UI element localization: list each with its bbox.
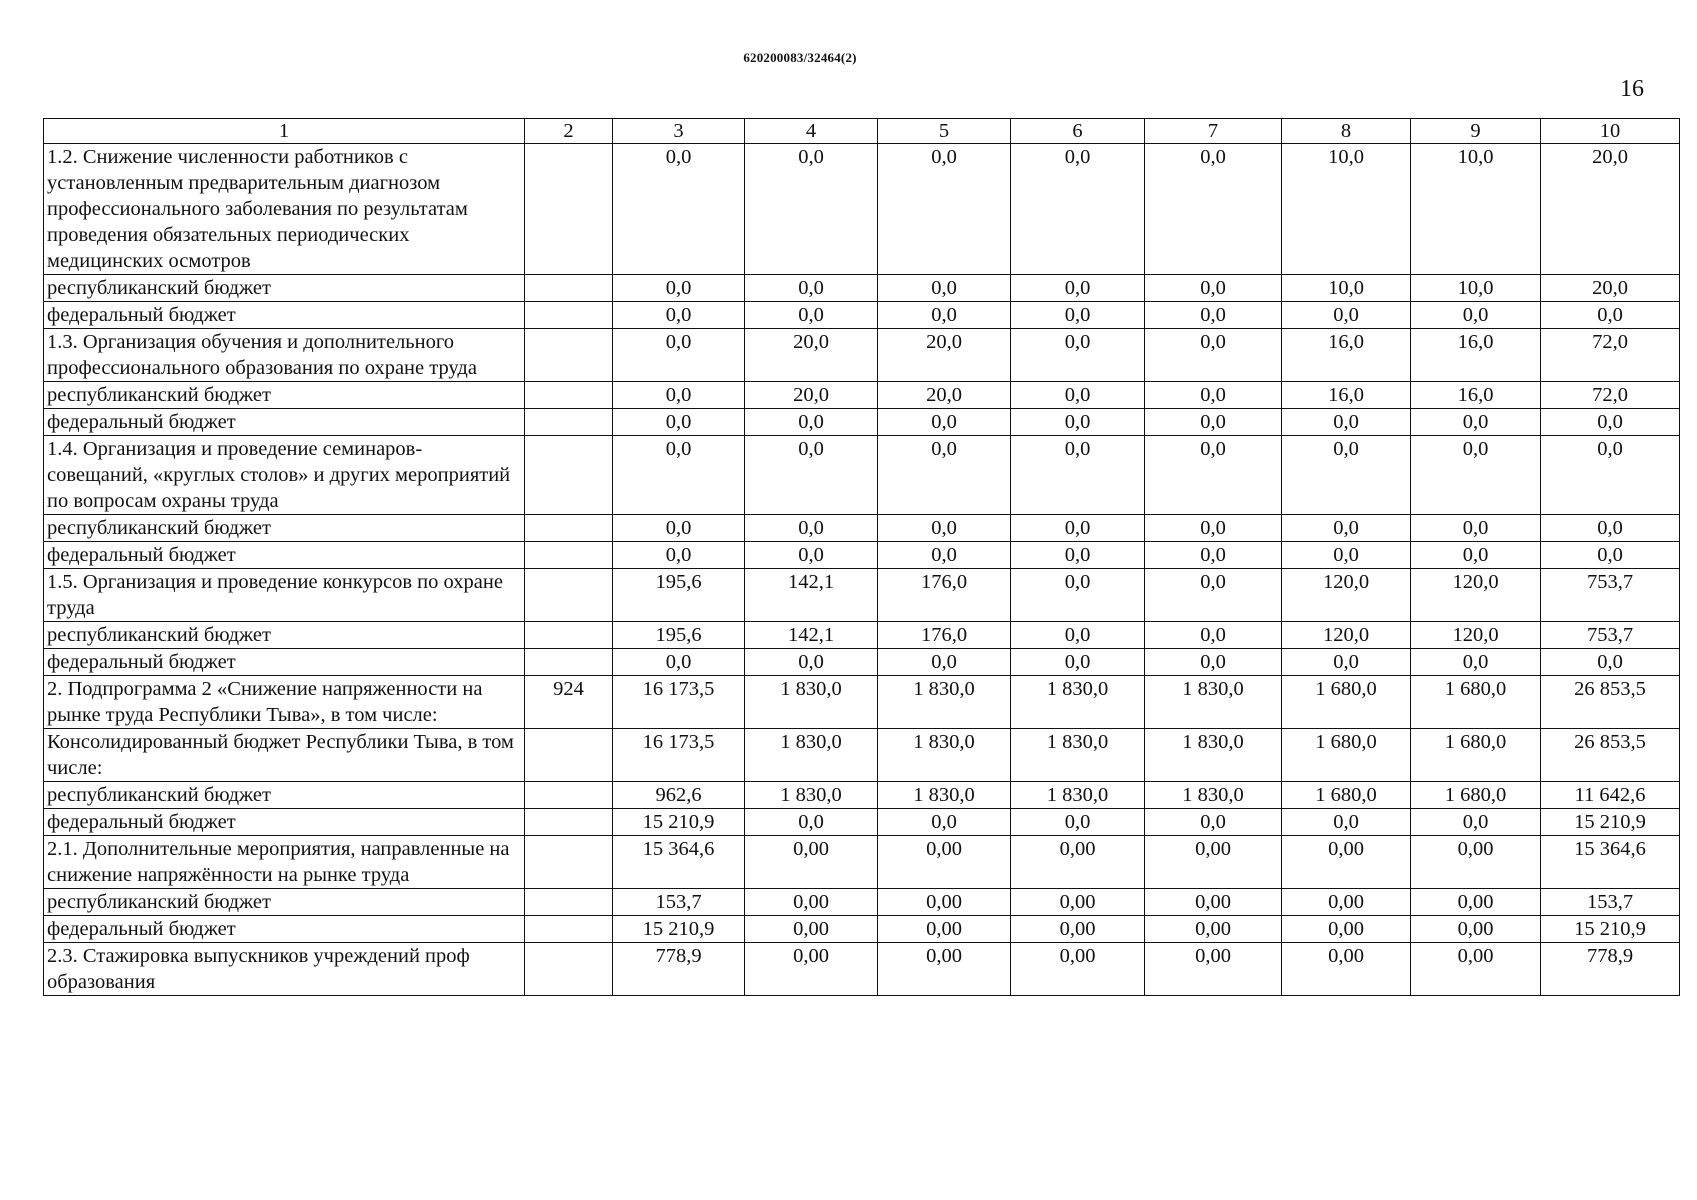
row-label: 1.2. Снижение численности работников с установленным предварительным диагнозом профессионального заболевания по результатам проведения обязательных периодических медицинских осмотров xyxy=(44,144,525,275)
value-cell-col-9: 10,0 xyxy=(1411,144,1541,275)
row-label: республиканский бюджет xyxy=(44,382,525,409)
value-cell-col-3: 0,0 xyxy=(613,382,745,409)
value-cell-col-8: 10,0 xyxy=(1282,144,1411,275)
column-header-4: 4 xyxy=(745,119,878,144)
budget-table xyxy=(43,118,1680,996)
value-cell-col-3: 153,7 xyxy=(613,889,745,916)
value-cell-col-7: 0,0 xyxy=(1145,275,1282,302)
value-cell-col-9: 0,0 xyxy=(1411,436,1541,515)
row-code xyxy=(525,515,613,542)
value-cell-col-10: 15 210,9 xyxy=(1541,916,1680,943)
value-cell-col-6: 1 830,0 xyxy=(1011,782,1145,809)
table-row xyxy=(44,622,1680,649)
value-cell-col-10: 72,0 xyxy=(1541,329,1680,382)
value-cell-col-10: 26 853,5 xyxy=(1541,729,1680,782)
value-cell-col-4: 0,0 xyxy=(745,515,878,542)
value-cell-col-8: 0,0 xyxy=(1282,409,1411,436)
value-cell-col-3: 16 173,5 xyxy=(613,676,745,729)
value-cell-col-7: 0,00 xyxy=(1145,943,1282,996)
table-row xyxy=(44,275,1680,302)
value-cell-col-4: 0,0 xyxy=(745,649,878,676)
row-label: федеральный бюджет xyxy=(44,649,525,676)
value-cell-col-4: 20,0 xyxy=(745,329,878,382)
value-cell-col-5: 0,00 xyxy=(878,943,1011,996)
value-cell-col-3: 0,0 xyxy=(613,275,745,302)
value-cell-col-5: 20,0 xyxy=(878,329,1011,382)
value-cell-col-6: 0,00 xyxy=(1011,836,1145,889)
table-row xyxy=(44,676,1680,729)
header-row xyxy=(44,119,1680,144)
value-cell-col-10: 0,0 xyxy=(1541,409,1680,436)
value-cell-col-10: 11 642,6 xyxy=(1541,782,1680,809)
row-label: федеральный бюджет xyxy=(44,809,525,836)
column-header-10: 10 xyxy=(1541,119,1680,144)
row-code xyxy=(525,302,613,329)
value-cell-col-9: 16,0 xyxy=(1411,382,1541,409)
value-cell-col-5: 0,0 xyxy=(878,144,1011,275)
value-cell-col-3: 778,9 xyxy=(613,943,745,996)
value-cell-col-6: 0,0 xyxy=(1011,275,1145,302)
value-cell-col-10: 0,0 xyxy=(1541,649,1680,676)
value-cell-col-10: 0,0 xyxy=(1541,542,1680,569)
value-cell-col-10: 15 210,9 xyxy=(1541,809,1680,836)
value-cell-col-7: 0,0 xyxy=(1145,542,1282,569)
value-cell-col-5: 20,0 xyxy=(878,382,1011,409)
value-cell-col-10: 26 853,5 xyxy=(1541,676,1680,729)
value-cell-col-7: 0,0 xyxy=(1145,409,1282,436)
value-cell-col-7: 0,0 xyxy=(1145,809,1282,836)
value-cell-col-5: 0,0 xyxy=(878,302,1011,329)
row-label: 2. Подпрограмма 2 «Снижение напряженности на рынке труда Республики Тыва», в том числе: xyxy=(44,676,525,729)
value-cell-col-3: 15 210,9 xyxy=(613,809,745,836)
value-cell-col-8: 16,0 xyxy=(1282,382,1411,409)
value-cell-col-4: 0,00 xyxy=(745,943,878,996)
value-cell-col-10: 72,0 xyxy=(1541,382,1680,409)
value-cell-col-5: 0,00 xyxy=(878,916,1011,943)
value-cell-col-9: 0,0 xyxy=(1411,809,1541,836)
column-header-8: 8 xyxy=(1282,119,1411,144)
value-cell-col-4: 0,0 xyxy=(745,275,878,302)
value-cell-col-9: 120,0 xyxy=(1411,622,1541,649)
value-cell-col-9: 1 680,0 xyxy=(1411,676,1541,729)
row-code xyxy=(525,729,613,782)
table-row xyxy=(44,144,1680,275)
row-code xyxy=(525,916,613,943)
value-cell-col-8: 0,0 xyxy=(1282,515,1411,542)
value-cell-col-10: 0,0 xyxy=(1541,436,1680,515)
value-cell-col-9: 1 680,0 xyxy=(1411,729,1541,782)
value-cell-col-3: 15 364,6 xyxy=(613,836,745,889)
value-cell-col-4: 0,0 xyxy=(745,302,878,329)
row-label: республиканский бюджет xyxy=(44,275,525,302)
row-code xyxy=(525,329,613,382)
value-cell-col-10: 15 364,6 xyxy=(1541,836,1680,889)
table-row xyxy=(44,809,1680,836)
value-cell-col-8: 16,0 xyxy=(1282,329,1411,382)
value-cell-col-10: 0,0 xyxy=(1541,302,1680,329)
table-row xyxy=(44,943,1680,996)
value-cell-col-7: 0,0 xyxy=(1145,649,1282,676)
value-cell-col-8: 10,0 xyxy=(1282,275,1411,302)
value-cell-col-9: 0,00 xyxy=(1411,943,1541,996)
table-row xyxy=(44,409,1680,436)
value-cell-col-9: 10,0 xyxy=(1411,275,1541,302)
value-cell-col-10: 0,0 xyxy=(1541,515,1680,542)
value-cell-col-8: 1 680,0 xyxy=(1282,729,1411,782)
table-row xyxy=(44,916,1680,943)
value-cell-col-9: 120,0 xyxy=(1411,569,1541,622)
row-code xyxy=(525,649,613,676)
row-code xyxy=(525,409,613,436)
value-cell-col-3: 0,0 xyxy=(613,409,745,436)
value-cell-col-6: 0,0 xyxy=(1011,302,1145,329)
table-row xyxy=(44,649,1680,676)
value-cell-col-7: 0,00 xyxy=(1145,836,1282,889)
value-cell-col-5: 1 830,0 xyxy=(878,676,1011,729)
value-cell-col-6: 0,0 xyxy=(1011,569,1145,622)
table-row xyxy=(44,329,1680,382)
row-code xyxy=(525,622,613,649)
value-cell-col-3: 962,6 xyxy=(613,782,745,809)
value-cell-col-8: 0,0 xyxy=(1282,649,1411,676)
value-cell-col-7: 1 830,0 xyxy=(1145,782,1282,809)
value-cell-col-4: 142,1 xyxy=(745,569,878,622)
row-label: республиканский бюджет xyxy=(44,782,525,809)
value-cell-col-4: 0,00 xyxy=(745,916,878,943)
row-code: 924 xyxy=(525,676,613,729)
table-header xyxy=(44,119,1680,144)
value-cell-col-9: 0,0 xyxy=(1411,542,1541,569)
row-label: Консолидированный бюджет Республики Тыва, в том числе: xyxy=(44,729,525,782)
row-code xyxy=(525,836,613,889)
value-cell-col-5: 0,00 xyxy=(878,836,1011,889)
table-row xyxy=(44,729,1680,782)
value-cell-col-3: 195,6 xyxy=(613,569,745,622)
row-code xyxy=(525,569,613,622)
value-cell-col-9: 0,0 xyxy=(1411,649,1541,676)
row-code xyxy=(525,275,613,302)
value-cell-col-7: 0,0 xyxy=(1145,569,1282,622)
value-cell-col-7: 0,0 xyxy=(1145,302,1282,329)
value-cell-col-5: 1 830,0 xyxy=(878,729,1011,782)
value-cell-col-5: 0,0 xyxy=(878,436,1011,515)
value-cell-col-9: 16,0 xyxy=(1411,329,1541,382)
value-cell-col-3: 0,0 xyxy=(613,302,745,329)
value-cell-col-6: 0,00 xyxy=(1011,889,1145,916)
value-cell-col-8: 120,0 xyxy=(1282,622,1411,649)
value-cell-col-3: 195,6 xyxy=(613,622,745,649)
value-cell-col-4: 0,0 xyxy=(745,436,878,515)
value-cell-col-3: 0,0 xyxy=(613,144,745,275)
value-cell-col-5: 176,0 xyxy=(878,622,1011,649)
value-cell-col-6: 0,0 xyxy=(1011,382,1145,409)
column-header-7: 7 xyxy=(1145,119,1282,144)
value-cell-col-6: 0,0 xyxy=(1011,542,1145,569)
column-header-5: 5 xyxy=(878,119,1011,144)
table-row xyxy=(44,782,1680,809)
row-label: 1.5. Организация и проведение конкурсов по охране труда xyxy=(44,569,525,622)
value-cell-col-6: 0,0 xyxy=(1011,515,1145,542)
value-cell-col-8: 0,00 xyxy=(1282,889,1411,916)
value-cell-col-5: 0,0 xyxy=(878,542,1011,569)
row-label: 1.3. Организация обучения и дополнительного профессионального образования по охране труда xyxy=(44,329,525,382)
table-row xyxy=(44,302,1680,329)
table-row xyxy=(44,382,1680,409)
value-cell-col-5: 0,0 xyxy=(878,409,1011,436)
page-number: 16 xyxy=(1620,76,1644,102)
value-cell-col-9: 0,0 xyxy=(1411,515,1541,542)
row-code xyxy=(525,382,613,409)
value-cell-col-9: 0,00 xyxy=(1411,889,1541,916)
row-code xyxy=(525,889,613,916)
value-cell-col-4: 0,0 xyxy=(745,809,878,836)
row-code xyxy=(525,542,613,569)
value-cell-col-6: 0,00 xyxy=(1011,916,1145,943)
value-cell-col-5: 0,00 xyxy=(878,889,1011,916)
value-cell-col-4: 20,0 xyxy=(745,382,878,409)
value-cell-col-5: 0,0 xyxy=(878,275,1011,302)
value-cell-col-4: 1 830,0 xyxy=(745,729,878,782)
value-cell-col-6: 0,0 xyxy=(1011,649,1145,676)
column-header-3: 3 xyxy=(613,119,745,144)
row-label: федеральный бюджет xyxy=(44,916,525,943)
table-row xyxy=(44,569,1680,622)
value-cell-col-4: 1 830,0 xyxy=(745,676,878,729)
column-header-2: 2 xyxy=(525,119,613,144)
row-code xyxy=(525,782,613,809)
value-cell-col-3: 0,0 xyxy=(613,436,745,515)
value-cell-col-6: 1 830,0 xyxy=(1011,676,1145,729)
value-cell-col-10: 153,7 xyxy=(1541,889,1680,916)
value-cell-col-4: 0,0 xyxy=(745,409,878,436)
value-cell-col-3: 15 210,9 xyxy=(613,916,745,943)
value-cell-col-7: 0,0 xyxy=(1145,515,1282,542)
value-cell-col-6: 0,0 xyxy=(1011,329,1145,382)
table-body xyxy=(44,144,1680,996)
value-cell-col-6: 0,0 xyxy=(1011,144,1145,275)
row-label: республиканский бюджет xyxy=(44,889,525,916)
value-cell-col-5: 0,0 xyxy=(878,809,1011,836)
value-cell-col-10: 753,7 xyxy=(1541,569,1680,622)
row-label: 2.1. Дополнительные мероприятия, направленные на снижение напряжённости на рынке труда xyxy=(44,836,525,889)
value-cell-col-7: 0,00 xyxy=(1145,916,1282,943)
value-cell-col-7: 0,0 xyxy=(1145,329,1282,382)
value-cell-col-8: 0,0 xyxy=(1282,302,1411,329)
value-cell-col-10: 20,0 xyxy=(1541,144,1680,275)
value-cell-col-8: 0,00 xyxy=(1282,943,1411,996)
row-label: федеральный бюджет xyxy=(44,302,525,329)
value-cell-col-9: 0,00 xyxy=(1411,836,1541,889)
value-cell-col-7: 0,0 xyxy=(1145,382,1282,409)
value-cell-col-7: 0,00 xyxy=(1145,889,1282,916)
value-cell-col-8: 0,0 xyxy=(1282,542,1411,569)
value-cell-col-7: 0,0 xyxy=(1145,144,1282,275)
value-cell-col-8: 0,0 xyxy=(1282,436,1411,515)
value-cell-col-3: 16 173,5 xyxy=(613,729,745,782)
value-cell-col-4: 0,00 xyxy=(745,836,878,889)
table-row xyxy=(44,836,1680,889)
row-label: республиканский бюджет xyxy=(44,515,525,542)
value-cell-col-5: 1 830,0 xyxy=(878,782,1011,809)
value-cell-col-5: 176,0 xyxy=(878,569,1011,622)
row-label: федеральный бюджет xyxy=(44,542,525,569)
value-cell-col-8: 120,0 xyxy=(1282,569,1411,622)
value-cell-col-9: 0,0 xyxy=(1411,409,1541,436)
value-cell-col-7: 1 830,0 xyxy=(1145,729,1282,782)
column-header-9: 9 xyxy=(1411,119,1541,144)
column-header-6: 6 xyxy=(1011,119,1145,144)
value-cell-col-9: 1 680,0 xyxy=(1411,782,1541,809)
table-row xyxy=(44,542,1680,569)
value-cell-col-6: 1 830,0 xyxy=(1011,729,1145,782)
value-cell-col-8: 1 680,0 xyxy=(1282,676,1411,729)
value-cell-col-10: 778,9 xyxy=(1541,943,1680,996)
value-cell-col-7: 0,0 xyxy=(1145,436,1282,515)
value-cell-col-9: 0,00 xyxy=(1411,916,1541,943)
value-cell-col-4: 0,00 xyxy=(745,889,878,916)
value-cell-col-6: 0,0 xyxy=(1011,622,1145,649)
value-cell-col-4: 1 830,0 xyxy=(745,782,878,809)
column-header-1: 1 xyxy=(44,119,525,144)
row-code xyxy=(525,436,613,515)
value-cell-col-3: 0,0 xyxy=(613,329,745,382)
row-label: федеральный бюджет xyxy=(44,409,525,436)
value-cell-col-3: 0,0 xyxy=(613,542,745,569)
value-cell-col-9: 0,0 xyxy=(1411,302,1541,329)
value-cell-col-3: 0,0 xyxy=(613,515,745,542)
value-cell-col-6: 0,00 xyxy=(1011,943,1145,996)
row-code xyxy=(525,144,613,275)
value-cell-col-8: 1 680,0 xyxy=(1282,782,1411,809)
table-row xyxy=(44,515,1680,542)
value-cell-col-10: 20,0 xyxy=(1541,275,1680,302)
value-cell-col-5: 0,0 xyxy=(878,649,1011,676)
value-cell-col-5: 0,0 xyxy=(878,515,1011,542)
row-label: республиканский бюджет xyxy=(44,622,525,649)
document-id: 620200083/32464(2) xyxy=(743,50,857,65)
value-cell-col-10: 753,7 xyxy=(1541,622,1680,649)
row-label: 1.4. Организация и проведение семинаров-совещаний, «круглых столов» и других мероприятий по вопросам охраны труда xyxy=(44,436,525,515)
value-cell-col-4: 142,1 xyxy=(745,622,878,649)
value-cell-col-4: 0,0 xyxy=(745,542,878,569)
table-row xyxy=(44,889,1680,916)
value-cell-col-3: 0,0 xyxy=(613,649,745,676)
row-code xyxy=(525,943,613,996)
row-code xyxy=(525,809,613,836)
value-cell-col-6: 0,0 xyxy=(1011,809,1145,836)
value-cell-col-4: 0,0 xyxy=(745,144,878,275)
value-cell-col-8: 0,0 xyxy=(1282,809,1411,836)
value-cell-col-8: 0,00 xyxy=(1282,916,1411,943)
value-cell-col-8: 0,00 xyxy=(1282,836,1411,889)
row-label: 2.3. Стажировка выпускников учреждений проф образования xyxy=(44,943,525,996)
value-cell-col-6: 0,0 xyxy=(1011,409,1145,436)
value-cell-col-7: 0,0 xyxy=(1145,622,1282,649)
value-cell-col-6: 0,0 xyxy=(1011,436,1145,515)
value-cell-col-7: 1 830,0 xyxy=(1145,676,1282,729)
table-row xyxy=(44,436,1680,515)
